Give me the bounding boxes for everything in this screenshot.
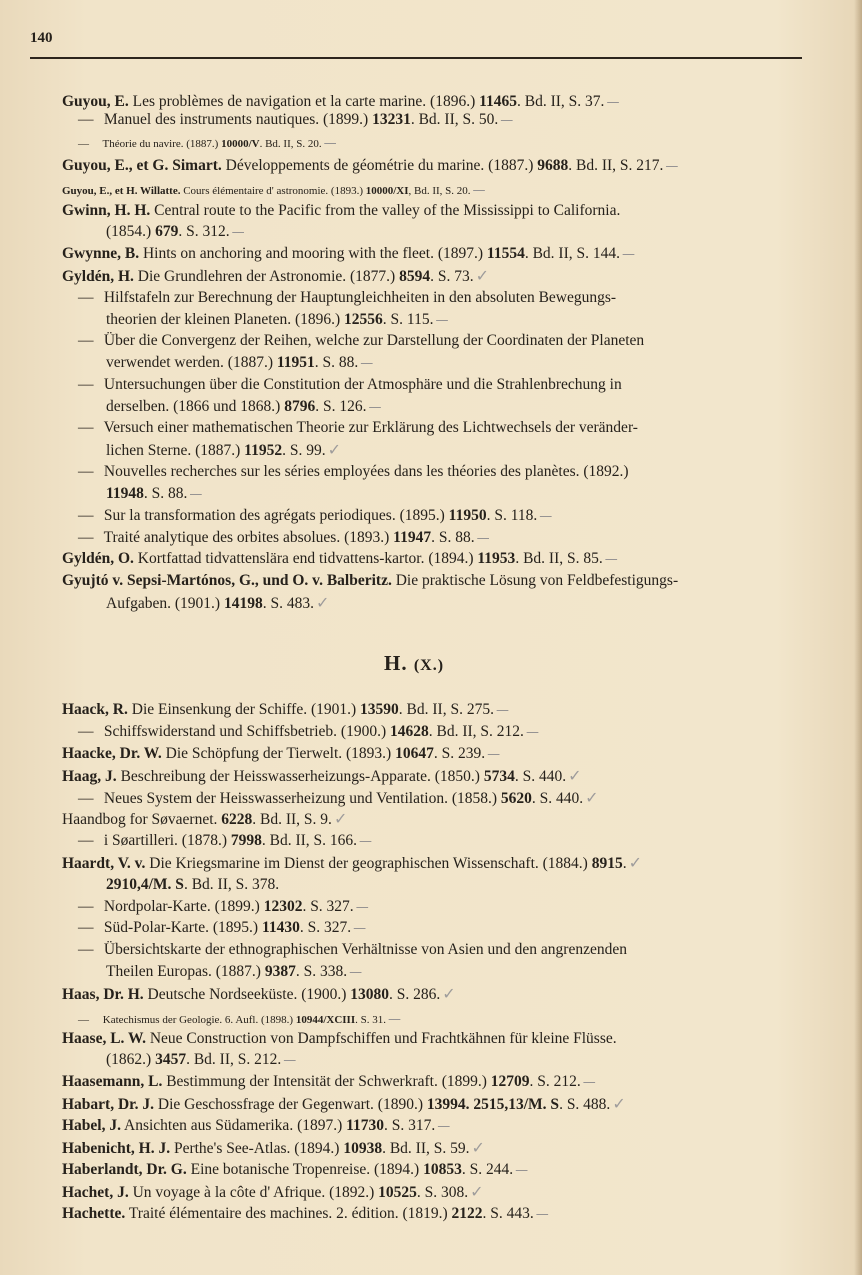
entry-title: derselben. (1866 und 1868.) <box>106 398 285 415</box>
entry-title: Neue Construction von Dampfschiffen und Frachtkähnen für kleine Flüsse. <box>145 1030 617 1047</box>
section-letter: H. <box>384 651 408 675</box>
entry-title: Kortfattad tidvattenslära end tidvattens-kartor. (1894.) <box>133 550 478 567</box>
catalog-number: 13590 <box>360 701 399 718</box>
catalog-line <box>62 1029 617 1049</box>
ditto-dash: — <box>78 111 94 128</box>
entry-title: Die Schöpfung der Tierwelt. (1893.) <box>161 745 396 762</box>
author-name: Haas, Dr. H. <box>62 986 144 1003</box>
catalog-number: 13080 <box>350 986 390 1003</box>
catalog-line <box>78 331 644 351</box>
catalog-line <box>78 462 629 482</box>
section-heading <box>384 651 444 676</box>
catalog-line <box>78 528 490 549</box>
pencil-tick-icon: — <box>388 1012 401 1027</box>
ditto-dash: — <box>78 723 94 740</box>
catalog-number: 11953 <box>477 550 516 567</box>
pencil-tick-icon: — <box>539 509 553 524</box>
pencil-tick-icon: — <box>472 183 486 198</box>
author-name: Haag, J. <box>62 768 117 785</box>
entry-title: Übersichtskarte der ethnographischen Verhältnisse von Asien und den angrenzenden <box>100 941 627 958</box>
catalog-line <box>78 110 513 131</box>
catalog-number: 10853 <box>423 1161 462 1178</box>
entry-title: Manuel des instruments nautiques. (1899.) <box>100 111 373 128</box>
catalog-line <box>106 353 373 374</box>
catalog-number: 2122 <box>451 1205 483 1222</box>
pencil-tick-icon: — <box>525 725 539 740</box>
volume-page-reference: . <box>622 855 627 872</box>
entry-title: Hints on anchoring and mooring with the fleet. (1897.) <box>139 245 487 262</box>
volume-page-reference: . S. 286. <box>389 986 441 1003</box>
entry-title: Schiffswiderstand und Schiffsbetrieb. (1900.) <box>100 723 391 740</box>
pencil-tick-icon: — <box>359 834 373 849</box>
pencil-tick-icon: — <box>582 1075 596 1090</box>
author-name: Gwinn, H. H. <box>62 202 151 219</box>
author-name: Habenicht, H. J. <box>62 1140 171 1157</box>
volume-page-reference: . S. 244. <box>461 1161 514 1178</box>
entry-title: Theilen Europas. (1887.) <box>106 963 265 980</box>
catalog-line <box>106 593 329 614</box>
entry-title: Die praktische Lösung von Feldbefestigungs- <box>391 572 679 589</box>
entry-title: Théorie du navire. (1887.) <box>100 138 222 150</box>
volume-page-reference: . S. 118. <box>486 507 538 524</box>
volume-page-reference: . Bd. II, S. 50. <box>410 111 499 128</box>
catalog-number: 10944/XCIII <box>295 1014 356 1026</box>
catalog-number: 5620 <box>500 790 532 807</box>
author-name: Gwynne, B. <box>62 245 140 262</box>
volume-page-reference: . S. 88. <box>431 529 475 546</box>
catalog-line <box>62 700 509 721</box>
catalog-number: 14628 <box>390 723 429 740</box>
catalog-number: 13994. 2515,13/M. S <box>426 1096 560 1113</box>
volume-page-reference: . Bd. II, S. 9. <box>252 811 332 828</box>
ditto-dash: — <box>78 919 94 936</box>
entry-title: Cours élémentaire d' astronomie. (1893.) <box>180 185 366 197</box>
ditto-dash: — <box>78 1014 89 1026</box>
entry-title: Nordpolar-Karte. (1899.) <box>100 898 264 915</box>
catalog-line <box>62 549 618 570</box>
ditto-dash: — <box>78 332 94 349</box>
entry-title: Bestimmung der Intensität der Schwerkraft. (1899.) <box>162 1073 491 1090</box>
ditto-dash: — <box>78 419 94 436</box>
catalog-number: 9688 <box>537 157 569 174</box>
volume-page-reference: . S. 488. <box>559 1096 611 1113</box>
entry-title: Hilfstafeln zur Berechnung der Hauptungleichheiten in den absoluten Bewegungs- <box>100 289 617 306</box>
catalog-number: 14198 <box>223 595 263 612</box>
ditto-dash: — <box>78 463 94 480</box>
volume-page-reference: . S. 115. <box>382 311 434 328</box>
author-name: Habel, J. <box>62 1117 121 1134</box>
catalog-line <box>78 788 599 809</box>
catalog-line <box>62 1072 596 1093</box>
catalog-number: 11947 <box>393 529 432 546</box>
pencil-check-icon: ✓ <box>333 809 348 828</box>
author-name: Guyou, E. <box>62 93 129 110</box>
catalog-number: 12556 <box>344 311 383 328</box>
entry-title: Nouvelles recherches sur les séries employées dans les théories des planètes. (1892.) <box>100 463 629 480</box>
catalog-line <box>62 1094 626 1115</box>
catalog-line <box>62 766 582 787</box>
ditto-dash: — <box>78 138 89 150</box>
catalog-number: 8796 <box>284 398 316 415</box>
entry-title: Perthe's See-Atlas. (1894.) <box>170 1140 344 1157</box>
catalog-line <box>78 1010 401 1030</box>
author-name: Gyldén, H. <box>62 268 134 285</box>
ditto-dash: — <box>78 941 94 958</box>
volume-page-reference: . Bd. II, S. 166. <box>261 832 358 849</box>
pencil-check-icon: ✓ <box>475 266 489 285</box>
catalog-line <box>78 375 622 395</box>
catalog-line <box>78 134 337 154</box>
catalog-line <box>62 181 486 201</box>
pencil-tick-icon: — <box>535 1207 549 1222</box>
catalog-number: 7998 <box>230 832 262 849</box>
pencil-tick-icon: — <box>189 487 203 502</box>
catalog-line <box>106 1050 296 1071</box>
entry-title: Aufgaben. (1901.) <box>106 595 224 612</box>
entry-title: Über die Convergenz der Reihen, welche zur Darstellung der Coordinaten der Planeten <box>100 332 645 349</box>
pencil-tick-icon: — <box>360 356 374 371</box>
pencil-check-icon: ✓ <box>442 984 456 1003</box>
ditto-dash: — <box>78 289 94 306</box>
ditto-dash: — <box>78 507 94 524</box>
volume-page-reference: . S. 440. <box>514 768 567 785</box>
catalog-line <box>78 831 372 852</box>
entry-title: theorien der kleinen Planeten. (1896.) <box>106 311 345 328</box>
pencil-check-icon: ✓ <box>568 766 582 785</box>
catalog-line <box>62 853 642 874</box>
catalog-number: 8915 <box>591 855 623 872</box>
volume-page-reference: . Bd. II, S. 20. <box>259 138 322 150</box>
author-name: Haack, R. <box>62 701 128 718</box>
pencil-tick-icon: — <box>368 400 382 415</box>
catalog-number: 13231 <box>372 111 411 128</box>
entry-title: Traité analytique des orbites absolues. (1893.) <box>100 529 394 546</box>
entry-title: Untersuchungen über die Constitution der Atmosphäre und die Strahlenbrechung in <box>100 376 622 393</box>
ditto-dash: — <box>78 790 94 807</box>
catalog-line <box>62 744 500 765</box>
entry-title: lichen Sterne. (1887.) <box>106 442 245 459</box>
volume-page-reference: . S. 212. <box>529 1073 581 1090</box>
section-paren: (X.) <box>413 657 445 674</box>
catalog-line <box>62 1160 528 1181</box>
volume-page-reference: . S. 99. <box>282 442 326 459</box>
volume-page-reference: . Bd. II, S. 212. <box>428 723 524 740</box>
catalog-line <box>62 156 678 177</box>
catalog-line <box>78 288 616 308</box>
catalog-number: 11554 <box>486 245 525 262</box>
catalog-line <box>78 722 539 743</box>
author-name: Haberlandt, Dr. G. <box>62 1161 187 1178</box>
volume-page-reference: . S. 31. <box>355 1014 386 1026</box>
catalog-number: 11950 <box>448 507 487 524</box>
page-number: 140 <box>30 30 53 46</box>
pencil-tick-icon: — <box>323 136 337 151</box>
pencil-tick-icon: — <box>604 552 618 567</box>
pencil-tick-icon: — <box>283 1053 297 1068</box>
ditto-dash: — <box>78 529 94 546</box>
entry-title: verwendet werden. (1887.) <box>106 354 277 371</box>
volume-page-reference: , Bd. II, S. 20. <box>408 185 471 197</box>
entry-title: (1862.) <box>106 1051 156 1068</box>
volume-page-reference: . S. 239. <box>433 745 486 762</box>
volume-page-reference: . Bd. II, S. 275. <box>398 701 494 718</box>
author-name: Haacke, Dr. W. <box>62 745 162 762</box>
entry-title: Beschreibung der Heisswasserheizungs-Apparate. (1850.) <box>116 768 484 785</box>
catalog-number: 6228 <box>221 811 253 828</box>
catalog-number: 10000/V <box>221 138 260 150</box>
pencil-check-icon: ✓ <box>471 1138 485 1157</box>
entry-title: Haandbog for Søvaernet. <box>62 811 222 828</box>
catalog-line <box>78 940 627 960</box>
catalog-number: 11952 <box>244 442 283 459</box>
catalog-number: 10647 <box>395 745 434 762</box>
volume-page-reference: . Bd. II, S. 144. <box>524 245 620 262</box>
pencil-tick-icon: — <box>487 747 501 762</box>
catalog-line <box>78 897 369 918</box>
header-rule <box>30 57 802 59</box>
entry-title: Un voyage à la côte d' Afrique. (1892.) <box>128 1184 379 1201</box>
volume-page-reference: . S. 327. <box>302 898 354 915</box>
catalog-line <box>106 484 202 505</box>
catalog-number: 9387 <box>264 963 296 980</box>
catalog-number: 679 <box>155 223 179 240</box>
catalog-line <box>62 1138 485 1159</box>
pencil-check-icon: ✓ <box>327 440 341 459</box>
catalog-number: 11430 <box>261 919 300 936</box>
entry-title: Neues System der Heisswasserheizung und Ventilation. (1858.) <box>100 790 501 807</box>
catalog-line <box>106 397 381 418</box>
catalog-number: 11951 <box>276 354 315 371</box>
entry-title: Süd-Polar-Karte. (1895.) <box>100 919 262 936</box>
pencil-tick-icon: — <box>353 921 367 936</box>
entry-title: Versuch einer mathematischen Theorie zur Erklärung des Lichtwechsels der veränder- <box>100 419 638 436</box>
pencil-tick-icon: — <box>500 113 514 128</box>
author-name: Haardt, V. v. <box>62 855 146 872</box>
pencil-tick-icon: — <box>231 225 245 240</box>
pencil-check-icon: ✓ <box>315 593 330 612</box>
volume-page-reference: . S. 126. <box>315 398 367 415</box>
entry-title: Traité élémentaire des machines. 2. édition. (1819.) <box>125 1205 452 1222</box>
volume-page-reference: . Bd. II, S. 378. <box>183 876 280 893</box>
entry-title: (1854.) <box>106 223 156 240</box>
pencil-check-icon: ✓ <box>470 1182 484 1201</box>
catalog-line <box>62 244 635 265</box>
entry-title: Ansichten aus Südamerika. (1897.) <box>121 1117 347 1134</box>
catalog-number: 8594 <box>399 268 431 285</box>
entry-title: Les problèmes de navigation et la carte marine. (1896.) <box>128 93 480 110</box>
volume-page-reference: . S. 88. <box>143 485 188 502</box>
catalog-line <box>62 201 620 221</box>
entry-title: Die Geschossfrage der Gegenwart. (1890.) <box>154 1096 427 1113</box>
volume-page-reference: . S. 312. <box>178 223 230 240</box>
author-name: Gyujtó v. Sepsi-Martónos, G., und O. v. Balberitz. <box>62 572 392 589</box>
pencil-check-icon: ✓ <box>628 853 643 872</box>
catalog-line <box>62 984 456 1005</box>
author-name: Haasemann, L. <box>62 1073 163 1090</box>
catalog-line <box>106 310 448 331</box>
catalog-number: 10000/XI <box>365 185 409 197</box>
author-name: Haase, L. W. <box>62 1030 146 1047</box>
volume-page-reference: . Bd. II, S. 217. <box>568 157 664 174</box>
catalog-line <box>62 1182 484 1203</box>
catalog-number: 11948 <box>106 485 144 502</box>
volume-page-reference: . S. 327. <box>299 919 352 936</box>
pencil-tick-icon: — <box>622 247 635 262</box>
catalog-number: 12709 <box>490 1073 530 1090</box>
volume-page-reference: . S. 440. <box>531 790 584 807</box>
entry-title: Eine botanische Tropenreise. (1894.) <box>186 1161 424 1178</box>
volume-page-reference: . S. 317. <box>384 1117 436 1134</box>
catalog-line <box>78 418 638 438</box>
catalog-number: 10938 <box>343 1140 383 1157</box>
volume-page-reference: . S. 338. <box>295 963 348 980</box>
entry-title: Katechismus der Geologie. 6. Aufl. (1898.) <box>100 1014 296 1026</box>
catalog-number: 5734 <box>483 768 515 785</box>
catalog-line <box>106 962 362 983</box>
catalog-line <box>106 875 279 895</box>
pencil-tick-icon: — <box>606 95 620 110</box>
pencil-check-icon: ✓ <box>612 1094 626 1113</box>
pencil-tick-icon: — <box>515 1163 529 1178</box>
author-name: Guyou, E., et H. Willatte. <box>62 185 181 197</box>
volume-page-reference: . Bd. II, S. 212. <box>186 1051 282 1068</box>
catalog-line <box>62 809 347 830</box>
author-name: Gyldén, O. <box>62 550 134 567</box>
author-name: Hachet, J. <box>62 1184 129 1201</box>
catalog-line <box>62 571 678 591</box>
catalog-line <box>78 506 552 527</box>
entry-title: Die Grundlehren der Astronomie. (1877.) <box>133 268 400 285</box>
ditto-dash: — <box>78 898 94 915</box>
entry-title: Central route to the Pacific from the valley of the Mississippi to California. <box>150 202 621 219</box>
entry-title: i Søartilleri. (1878.) <box>100 832 231 849</box>
volume-page-reference: . S. 483. <box>262 595 314 612</box>
catalog-line <box>106 222 245 243</box>
volume-page-reference: . S. 73. <box>430 268 474 285</box>
volume-page-reference: . Bd. II, S. 37. <box>517 93 605 110</box>
volume-page-reference: . S. 308. <box>416 1184 469 1201</box>
volume-page-reference: . S. 443. <box>482 1205 534 1222</box>
author-name: Hachette. <box>62 1205 126 1222</box>
pencil-tick-icon: — <box>437 1119 451 1134</box>
catalog-number: 12302 <box>263 898 303 915</box>
catalog-line <box>62 1204 549 1225</box>
catalog-line <box>62 266 489 287</box>
pencil-check-icon: ✓ <box>585 788 599 807</box>
entry-title: Développements de géométrie du marine. (1887.) <box>221 157 538 174</box>
volume-page-reference: . S. 88. <box>314 354 359 371</box>
entry-title: Sur la transformation des agrégats periodiques. (1895.) <box>100 507 449 524</box>
entry-title: Deutsche Nordseeküste. (1900.) <box>143 986 351 1003</box>
pencil-tick-icon: — <box>476 531 490 546</box>
ditto-dash: — <box>78 376 94 393</box>
entry-title: Die Kriegsmarine im Dienst der geographischen Wissenschaft. (1884.) <box>145 855 592 872</box>
pencil-tick-icon: — <box>435 313 449 328</box>
entry-title: Die Einsenkung der Schiffe. (1901.) <box>127 701 361 718</box>
pencil-tick-icon: — <box>349 965 363 980</box>
catalog-number: 2910,4/M. S <box>106 876 184 893</box>
page-edge-shadow <box>854 0 862 1275</box>
pencil-tick-icon: — <box>355 900 369 915</box>
volume-page-reference: . Bd. II, S. 85. <box>515 550 603 567</box>
pencil-tick-icon: — <box>495 703 509 718</box>
author-name: Guyou, E., et G. Simart. <box>62 157 222 174</box>
ditto-dash: — <box>78 832 94 849</box>
catalog-line <box>78 918 366 939</box>
catalog-number: 3457 <box>155 1051 187 1068</box>
catalog-number: 11730 <box>346 1117 385 1134</box>
catalog-line <box>106 440 341 461</box>
catalog-number: 11465 <box>479 93 518 110</box>
catalog-number: 10525 <box>378 1184 417 1201</box>
author-name: Habart, Dr. J. <box>62 1096 154 1113</box>
volume-page-reference: . Bd. II, S. 59. <box>382 1140 470 1157</box>
pencil-tick-icon: — <box>665 159 679 174</box>
catalog-line <box>62 1116 450 1137</box>
